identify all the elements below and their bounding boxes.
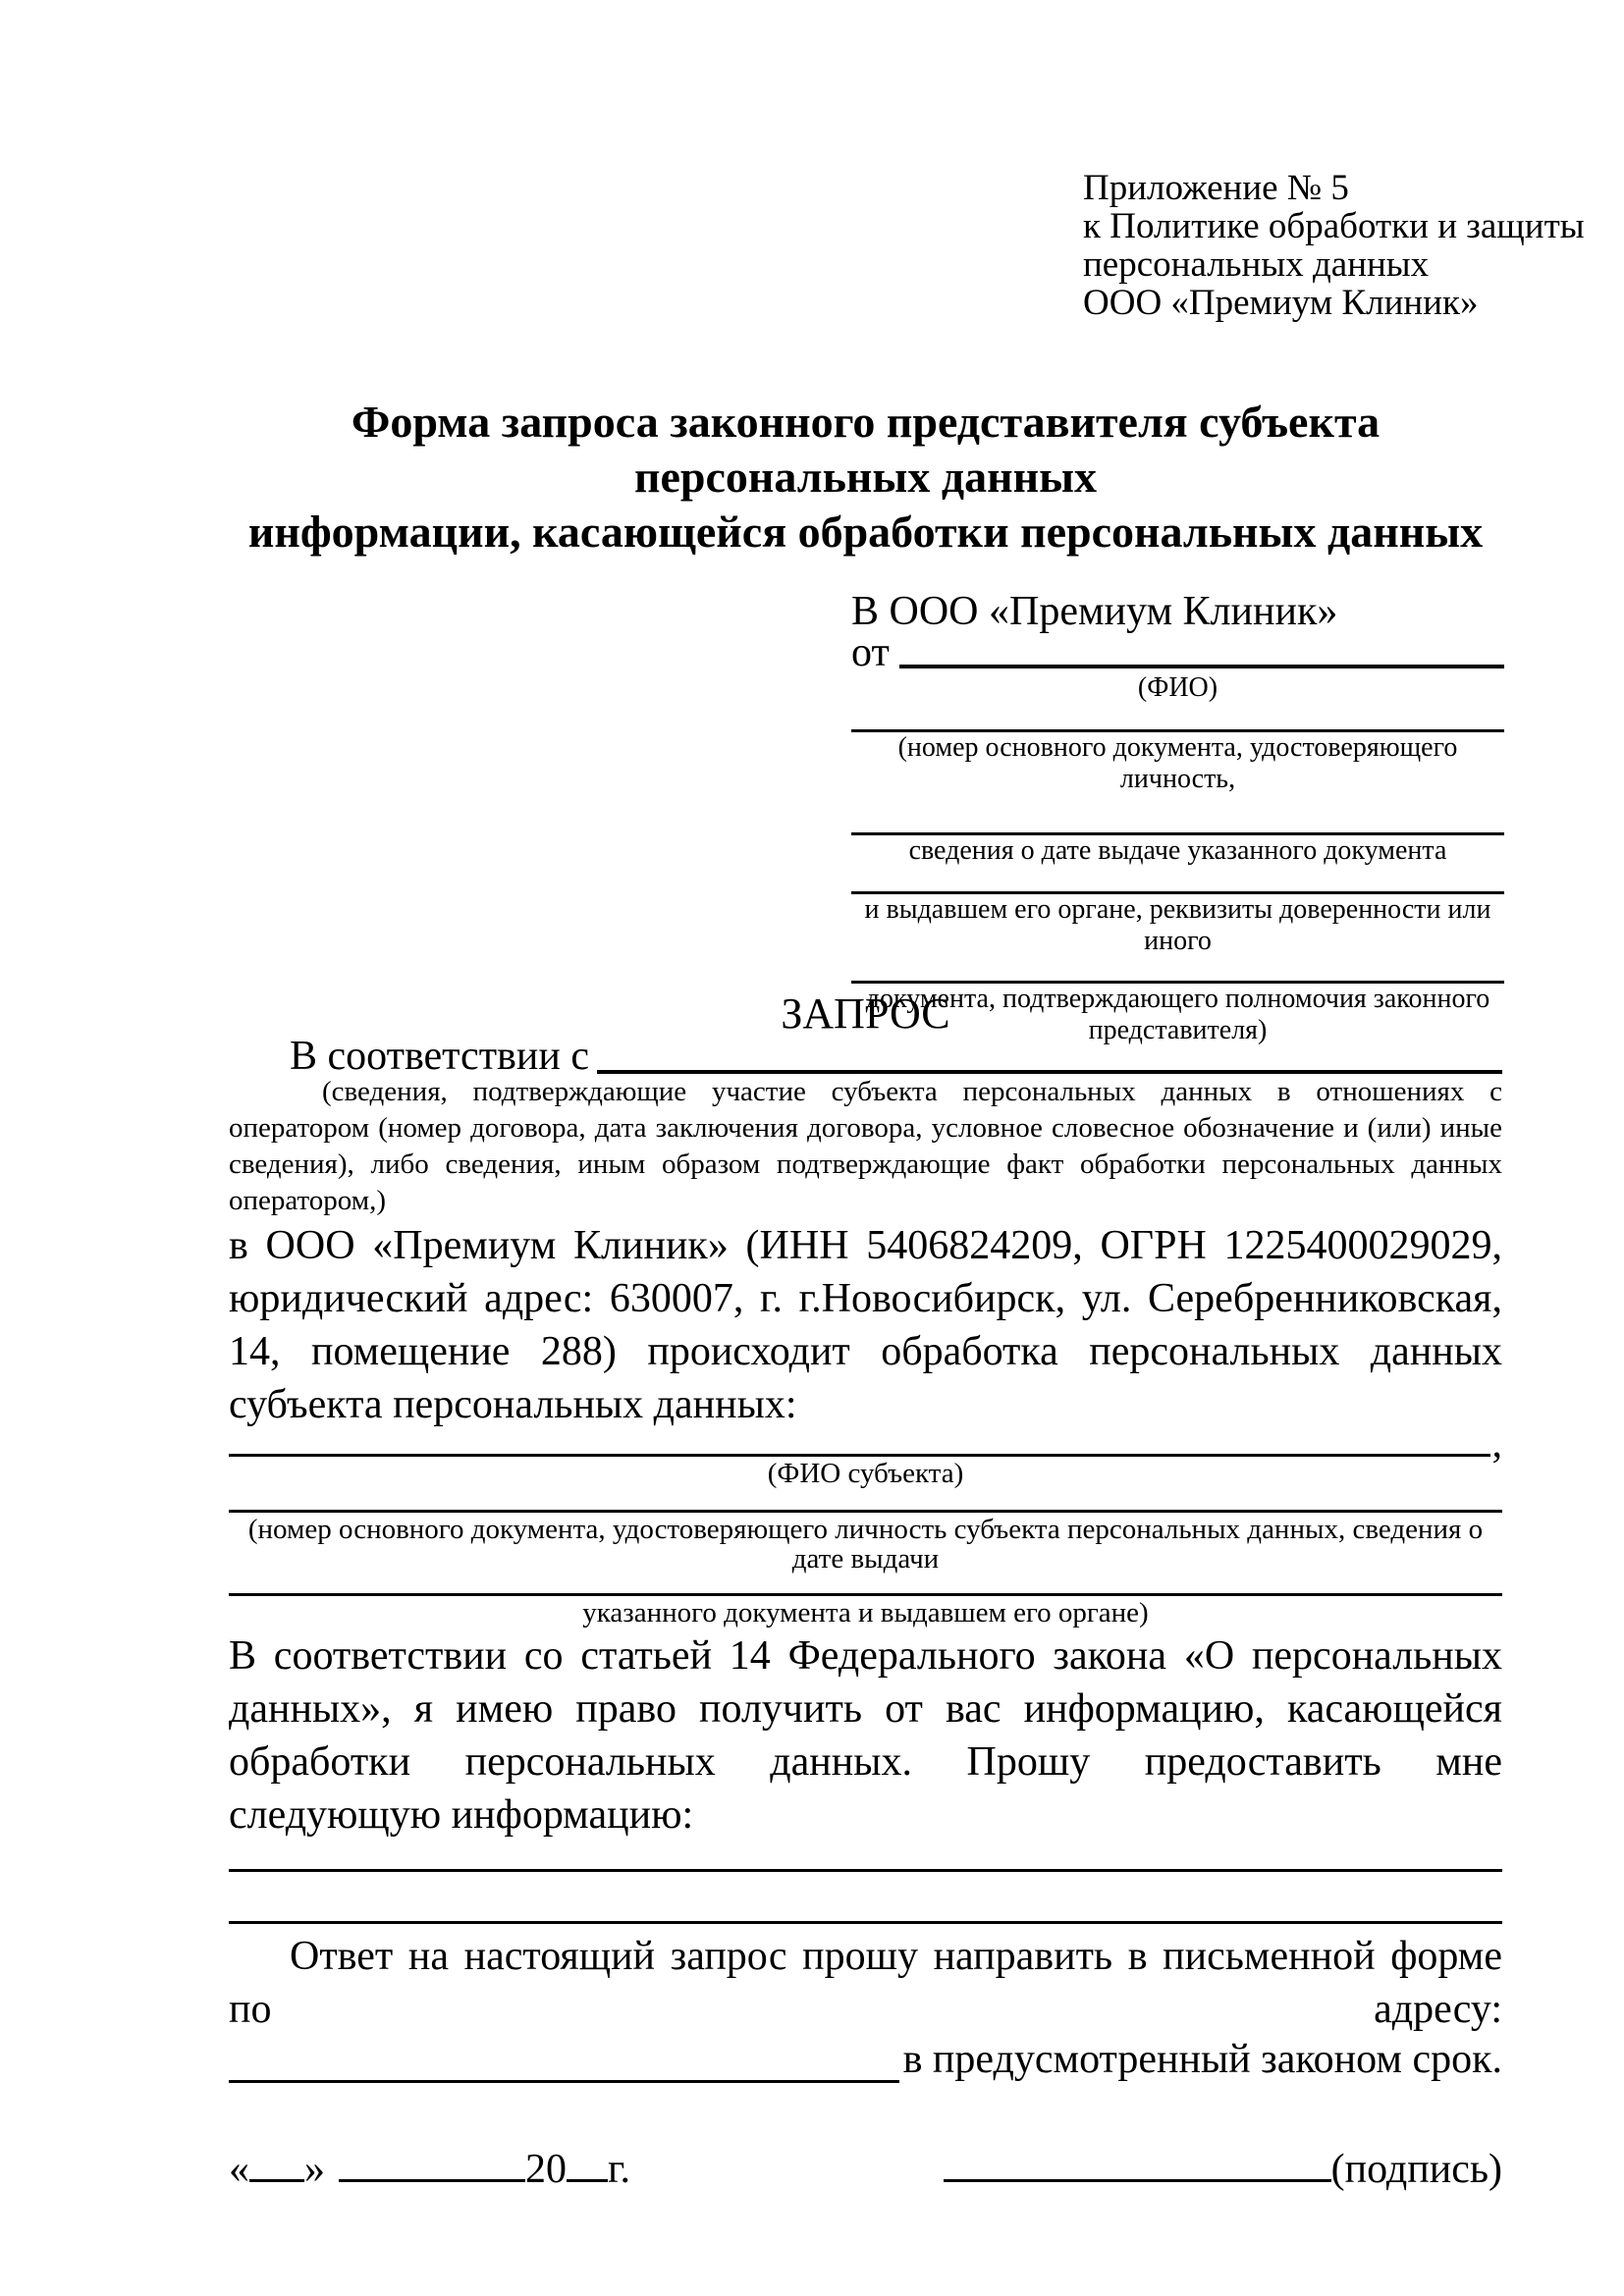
appendix-note [1083,169,1585,322]
signature-caption: (подпись) [1330,2147,1502,2192]
month-fill-line [339,2146,525,2182]
signature-field [944,2146,1502,2193]
appendix-note-line: к Политике обработки и защиты [1083,206,1585,246]
appendix-note-line: Приложение № 5 [1083,168,1349,208]
fio-caption: (ФИО) [1137,672,1218,703]
subject-fio-caption: (ФИО субъекта) [767,1458,964,1489]
id-doc-caption-2: сведения о дате выдаче указанного документа [908,835,1447,866]
year-prefix: 20 [525,2147,567,2192]
from-fill-line [899,633,1504,668]
subject-doc-caption-2: указанного документа и выдавшем его органе) [582,1597,1149,1629]
subject-doc-caption-1: (номер основного документа, удостоверяющего личность субъекта персональных данных, сведения о дате выдачи [247,1514,1484,1575]
request-body [229,989,1502,2193]
id-doc-fill-line-4 [851,957,1504,984]
appendix-note-line: персональных данных [1083,244,1430,285]
addressee-block [851,586,1504,1046]
appendix-note-line: ООО «Премиум Клиник» [1083,283,1479,323]
intro-row [229,1034,1502,1079]
addressee-to: В ООО «Премиум Клиник» [851,589,1338,634]
info-fill-line-1 [229,1842,1502,1872]
intro-fill-line [597,1035,1502,1074]
year-fill-line [567,2146,608,2182]
law-paragraph: В соответствии со статьей 14 Федерального закона «О персональных данных», я имею право получить от вас информацию, касающейся обработки персональных данных. Прошу предоставить мне следующую информацию: [229,1633,1502,1838]
signature-fill-line [944,2146,1331,2182]
id-doc-fill-line-3 [851,867,1504,894]
year-suffix: г. [608,2147,630,2192]
reply-address-fill-line [229,2033,899,2083]
request-heading: ЗАПРОС [781,989,950,1038]
id-doc-caption-1: (номер основного документа, удостоверяющего личность, [897,732,1458,794]
date-field [229,2146,630,2193]
id-doc-caption-4: документа, подтверждающего полномочия законного представителя) [865,984,1490,1045]
from-label: от [851,630,890,675]
document-title [229,395,1502,560]
subject-fio-comma: , [1491,1421,1502,1467]
subject-fio-fill-line [229,1428,1490,1457]
from-row [851,630,1504,675]
operator-paragraph: в ООО «Премиум Клиник» (ИНН 5406824209, ОГРН 1225400029029, юридический адрес: 630007, г. г.Новосибирск, ул. Серебренниковская, 14, помещение 288) происходит обработка персональных данных субъекта персональных данных: [229,1223,1502,1427]
id-doc-caption-3: и выдавшем его органе, реквизиты доверенности или иного [864,894,1491,956]
date-open-quote: « [229,2147,249,2192]
day-fill-line [249,2146,304,2182]
subject-fio-row [229,1421,1502,1467]
intro-label: В соответствии с [290,1034,589,1079]
date-close-quote: » [304,2147,325,2192]
id-doc-fill-line-2 [851,795,1504,835]
subject-doc-fill-line-1 [229,1488,1502,1513]
reply-tail: в предусмотренный законом срок. [902,2037,1502,2082]
intro-footnote: (сведения, подтверждающие участие субъекта персональных данных в отношениях с оператором (номер договора, дата заключения договора, условное словесное обозначение и (или) иные сведения), либо сведения, иным образом подтверждающие факт обработки персональных данных оператором,) [229,1076,1502,1216]
reply-address-row [229,2036,1502,2083]
document-title-line-1: Форма запроса законного представителя субъекта персональных данных [351,397,1380,502]
subject-doc-fill-line-2 [229,1574,1502,1596]
signature-row [229,2146,1502,2193]
id-doc-fill-line-1 [851,704,1504,732]
document-title-line-2: информации, касающейся обработки персональных данных [247,507,1484,557]
reply-paragraph: Ответ на настоящий запрос прошу направить в письменной форме по адресу: [229,1934,1502,2032]
info-fill-line-2 [229,1872,1502,1924]
